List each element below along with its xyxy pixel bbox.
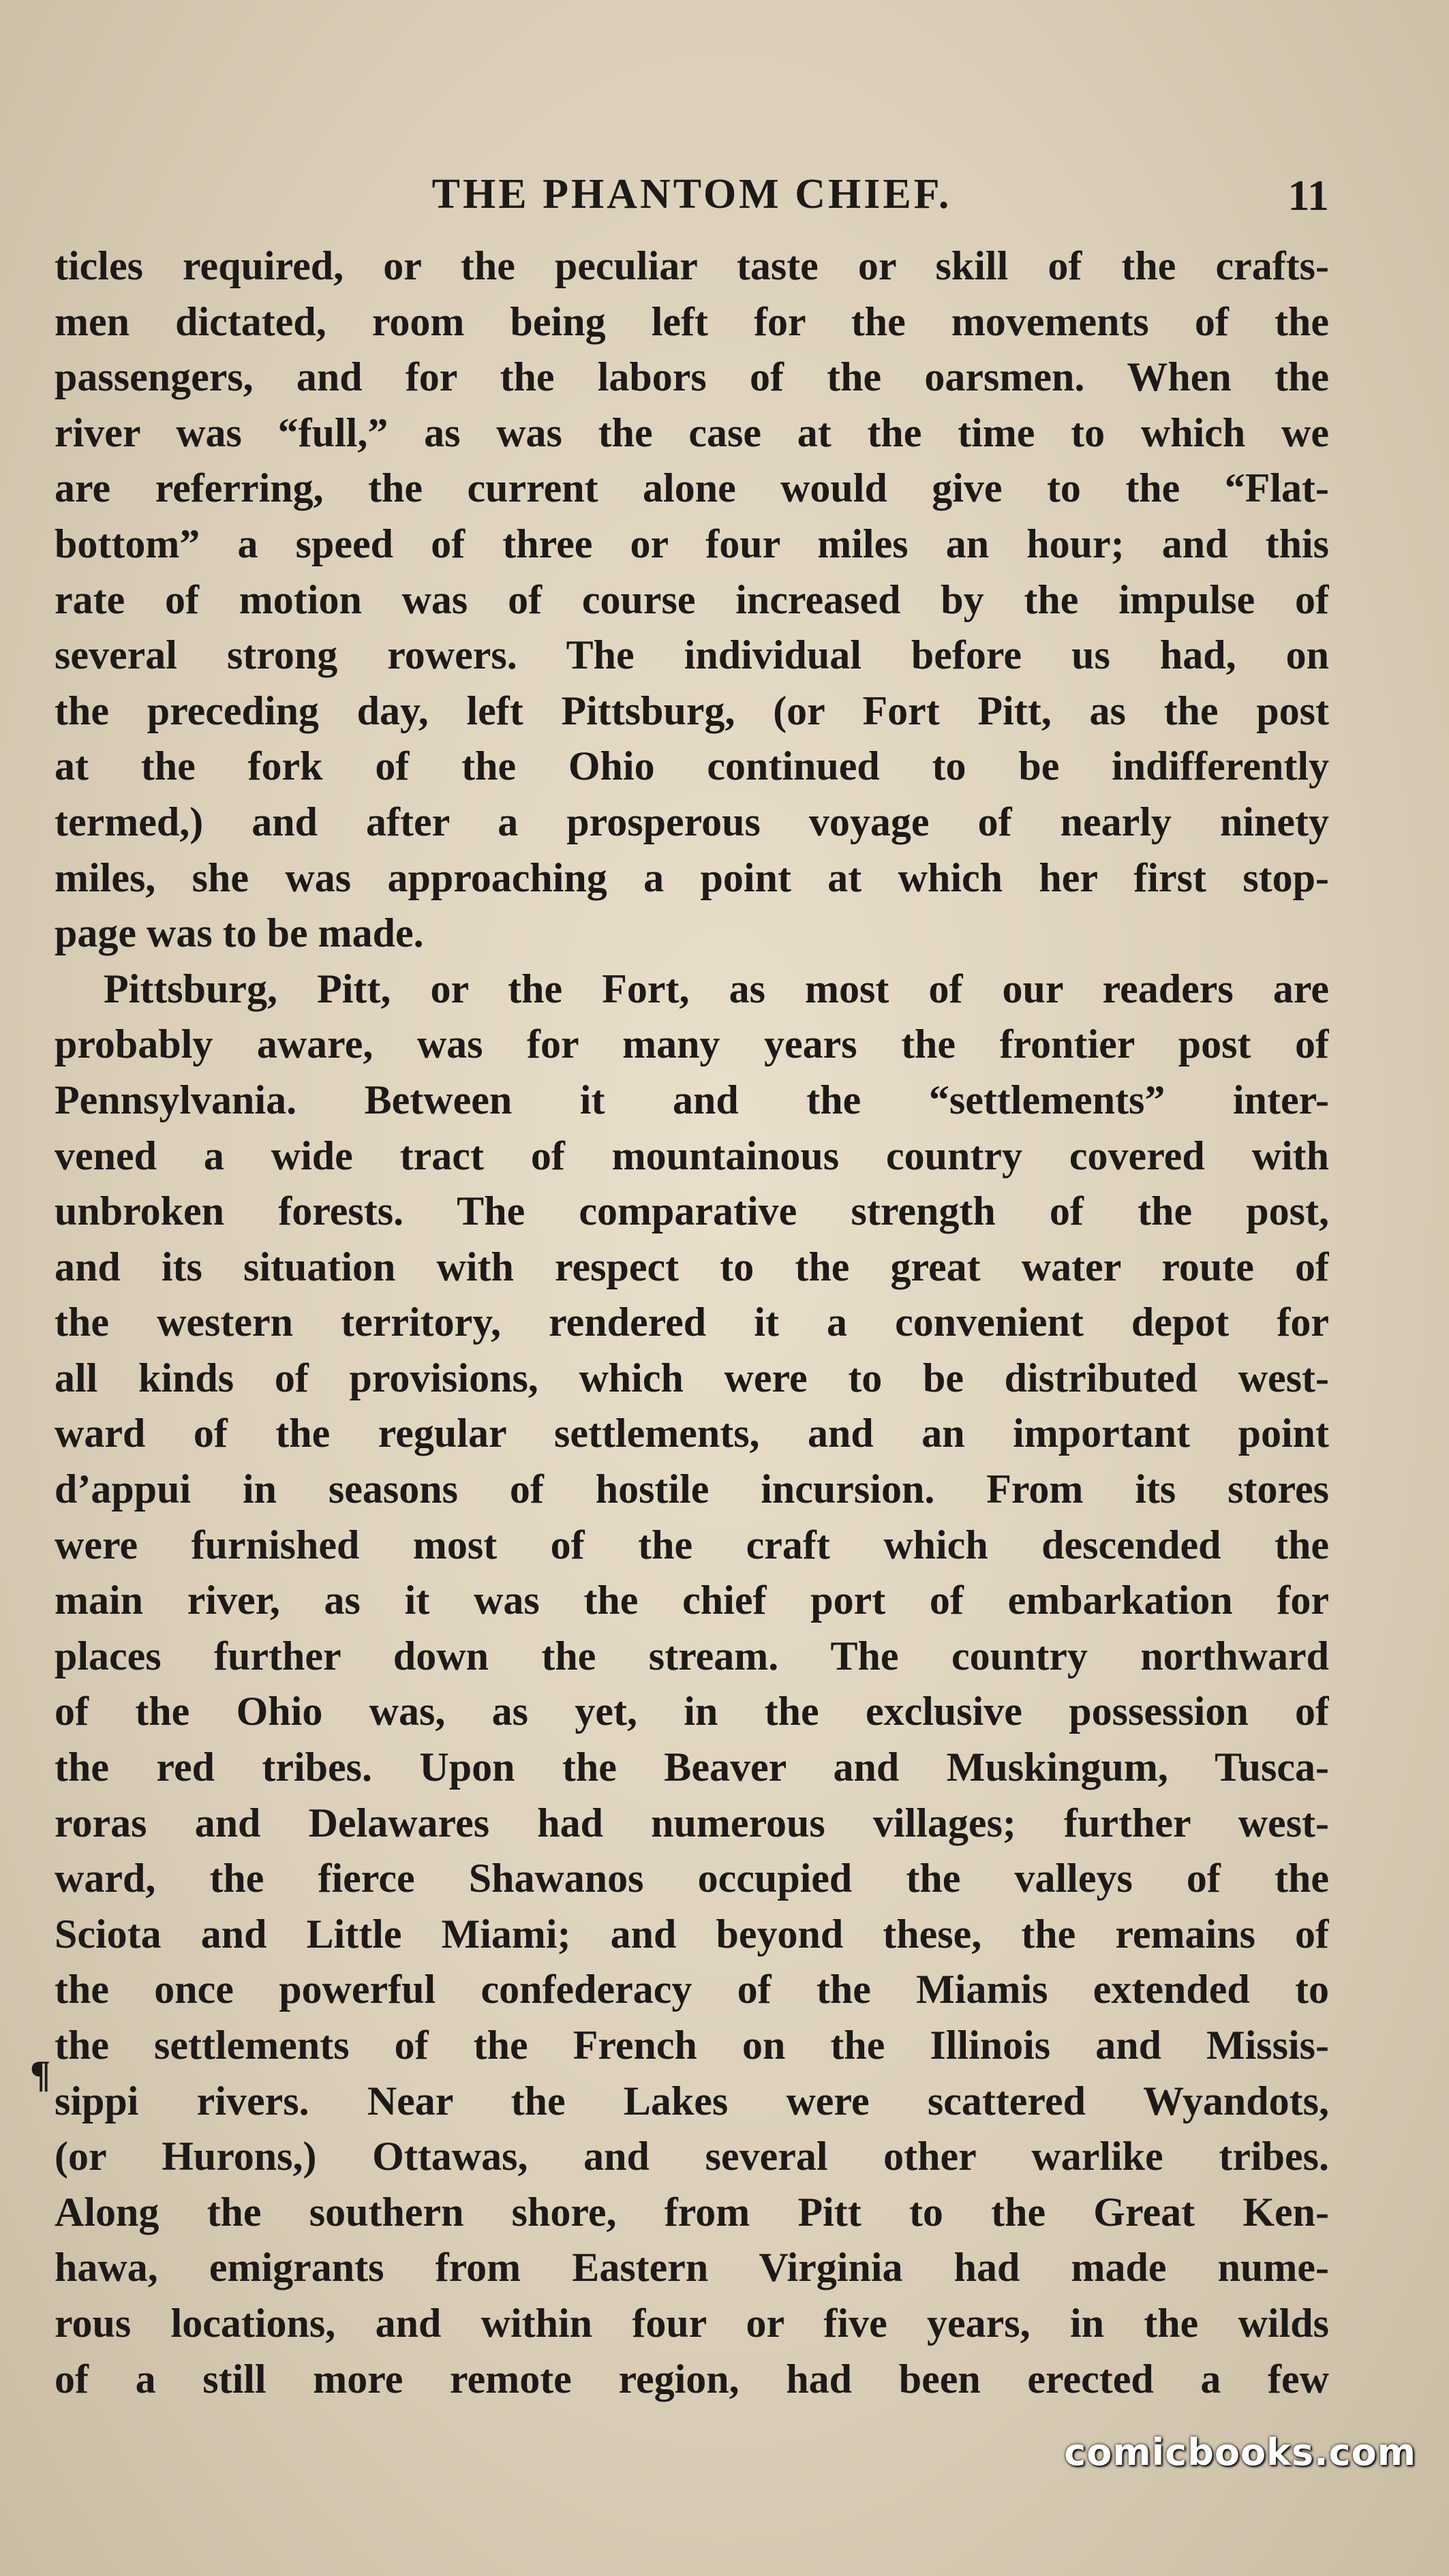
text-line: of a still more remote region, had been erected a few	[55, 2356, 1329, 2402]
text-line: the settlements of the French on the Illinois and Missis-	[55, 2023, 1329, 2068]
text-line: probably aware, was for many years the frontier post of	[55, 1022, 1329, 1067]
text-line: the western territory, rendered it a convenient depot for	[55, 1300, 1329, 1345]
book-page	[30, 170, 1329, 2419]
text-line: the red tribes. Upon the Beaver and Muskingum, Tusca-	[55, 1745, 1329, 1790]
text-line: the once powerful confederacy of the Miamis extended to	[55, 1967, 1329, 2012]
page-number: 11	[1287, 171, 1329, 219]
text-line: roras and Delawares had numerous villages; further west-	[55, 1800, 1329, 1845]
text-line: vened a wide tract of mountainous country covered with	[55, 1133, 1329, 1178]
text-line: and its situation with respect to the great water route of	[55, 1244, 1329, 1289]
text-line: ward, the fierce Shawanos occupied the valleys of the	[55, 1856, 1329, 1901]
text-line: page was to be made.	[55, 910, 424, 956]
text-line: men dictated, room being left for the movements of the	[55, 298, 1329, 344]
text-line: d’appui in seasons of hostile incursion. From its stores	[55, 1467, 1329, 1512]
text-line: hawa, emigrants from Eastern Virginia had made nume-	[55, 2245, 1329, 2290]
text-line: rous locations, and within four or five years, in the wilds	[55, 2300, 1329, 2346]
text-line: bottom” a speed of three or four miles an hour; and this	[55, 521, 1329, 566]
text-line: Pittsburg, Pitt, or the Fort, as most of our readers are	[104, 966, 1329, 1011]
text-line: Along the southern shore, from Pitt to the Great Ken-	[55, 2189, 1329, 2235]
text-line: several strong rowers. The individual before us had, on	[55, 632, 1329, 678]
text-line: ward of the regular settlements, and an important point	[55, 1411, 1329, 1456]
text-line: passengers, and for the labors of the oarsmen. When the	[55, 354, 1329, 400]
running-title: THE PHANTOM CHIEF.	[431, 171, 952, 217]
text-line: at the fork of the Ohio continued to be indifferently	[55, 743, 1329, 789]
text-line: sippi rivers. Near the Lakes were scattered Wyandots,	[55, 2078, 1329, 2123]
text-line: main river, as it was the chief port of embarkation for	[55, 1578, 1329, 1623]
text-line: rate of motion was of course increased by the impulse of	[55, 577, 1329, 622]
text-line: places further down the stream. The country northward	[55, 1633, 1329, 1678]
watermark: comicbooks.com	[1064, 2431, 1416, 2474]
text-line: are referring, the current alone would give to the “Flat-	[55, 465, 1329, 511]
text-line: river was “full,” as was the case at the time to which we	[55, 410, 1329, 455]
text-line: of the Ohio was, as yet, in the exclusive possession of	[55, 1689, 1329, 1734]
running-head	[55, 170, 1329, 232]
text-line: all kinds of provisions, which were to be distributed west-	[55, 1355, 1329, 1400]
text-line: ticles required, or the peculiar taste or skill of the crafts-	[55, 243, 1329, 288]
text-line: were furnished most of the craft which descended the	[55, 1522, 1329, 1567]
margin-mark: ¶	[30, 2053, 51, 2096]
text-line: the preceding day, left Pittsburg, (or Fort Pitt, as the post	[55, 688, 1329, 733]
text-line: Pennsylvania. Between it and the “settlements” inter-	[55, 1077, 1329, 1122]
body-text	[55, 239, 1329, 2407]
text-line: Sciota and Little Miami; and beyond these, the remains of	[55, 1911, 1329, 1957]
text-line: miles, she was approaching a point at which her first stop-	[55, 855, 1329, 900]
text-line: (or Hurons,) Ottawas, and several other warlike tribes.	[55, 2134, 1329, 2179]
text-line: unbroken forests. The comparative strength of the post,	[55, 1189, 1329, 1234]
text-line: termed,) and after a prosperous voyage of nearly ninety	[55, 799, 1329, 844]
